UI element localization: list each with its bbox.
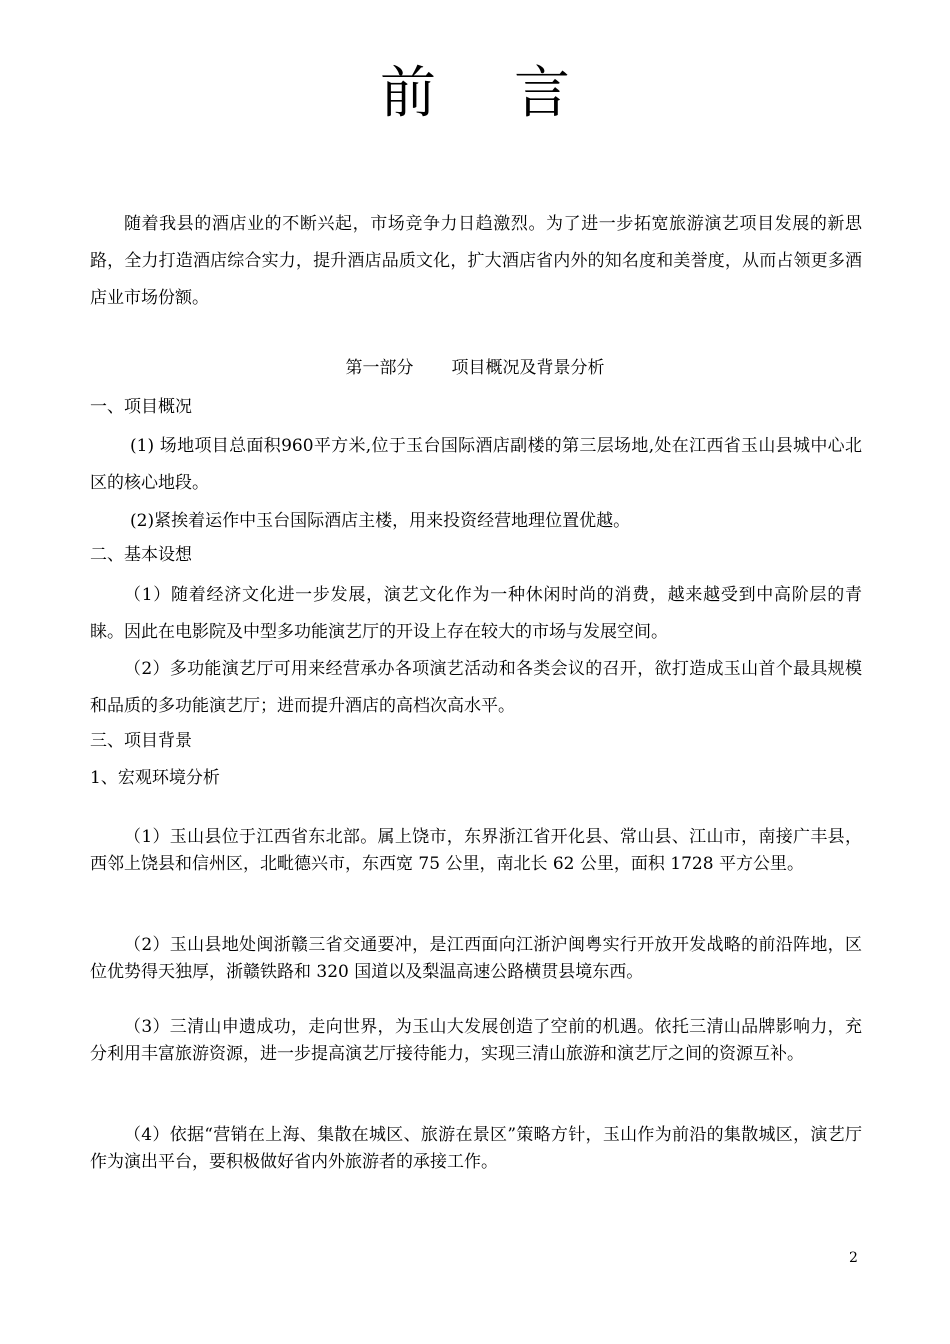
section1-heading: 一、项目概况 — [90, 397, 192, 417]
macro-item2: （2）玉山县地处闽浙赣三省交通要冲，是江西面向江浙沪闽粤实行开放开发战略的前沿阵地，区位优势得天独厚，浙赣铁路和 320 国道以及梨温高速公路横贯县境东西。 — [90, 935, 862, 982]
section3-heading: 三、项目背景 — [90, 731, 192, 751]
macro-item3: （3）三清山申遗成功，走向世界，为玉山大发展创造了空前的机遇。依托三清山品牌影响力，充分利用丰富旅游资源，进一步提高演艺厅接待能力，实现三清山旅游和演艺厅之间的资源互补。 — [90, 1017, 862, 1064]
macro-item1: （1）玉山县位于江西省东北部。属上饶市，东界浙江省开化县、常山县、江山市，南接广丰县，西邻上饶县和信州区，北毗德兴市，东西宽 75 公里，南北长 62 公里，面积 1728 平方公里。 — [90, 827, 862, 874]
page-title-part1: 前 — [380, 61, 436, 126]
part-heading — [0, 353, 950, 383]
section2-item2: （2）多功能演艺厅可用来经营承办各项演艺活动和各类会议的召开，欲打造成玉山首个最具规模和品质的多功能演艺厅；进而提升酒店的高档次高水平。 — [90, 659, 862, 716]
section1-item1: (1) 场地项目总面积960平方米,位于玉台国际酒店副楼的第三层场地,处在江西省玉山县城中心北区的核心地段。 — [90, 436, 862, 493]
page-title-part2: 言 — [514, 61, 570, 126]
section1-item2: (2)紧挨着运作中玉台国际酒店主楼，用来投资经营地理位置优越。 — [130, 511, 631, 531]
part-label: 第一部分 — [345, 358, 414, 378]
section2-item1: （1）随着经济文化进一步发展，演艺文化作为一种休闲时尚的消费，越来越受到中高阶层的青睐。因此在电影院及中型多功能演艺厅的开设上存在较大的市场与发展空间。 — [90, 585, 862, 642]
page-title — [0, 58, 950, 130]
part-title: 项目概况及背景分析 — [451, 358, 605, 378]
intro-paragraph: 随着我县的酒店业的不断兴起，市场竞争力日趋激烈。为了进一步拓宽旅游演艺项目发展的新思路，全力打造酒店综合实力，提升酒店品质文化，扩大酒店省内外的知名度和美誉度，从而占领更多酒店业市场份额。 — [90, 214, 862, 308]
page-number: 2 — [849, 1250, 858, 1266]
macro-item4: （4）依据“营销在上海、集散在城区、旅游在景区”策略方针，玉山作为前沿的集散城区，演艺厅作为演出平台，要积极做好省内外旅游者的承接工作。 — [90, 1125, 862, 1172]
section2-heading: 二、基本设想 — [90, 545, 192, 565]
subsection1-heading: 1、宏观环境分析 — [90, 768, 220, 788]
